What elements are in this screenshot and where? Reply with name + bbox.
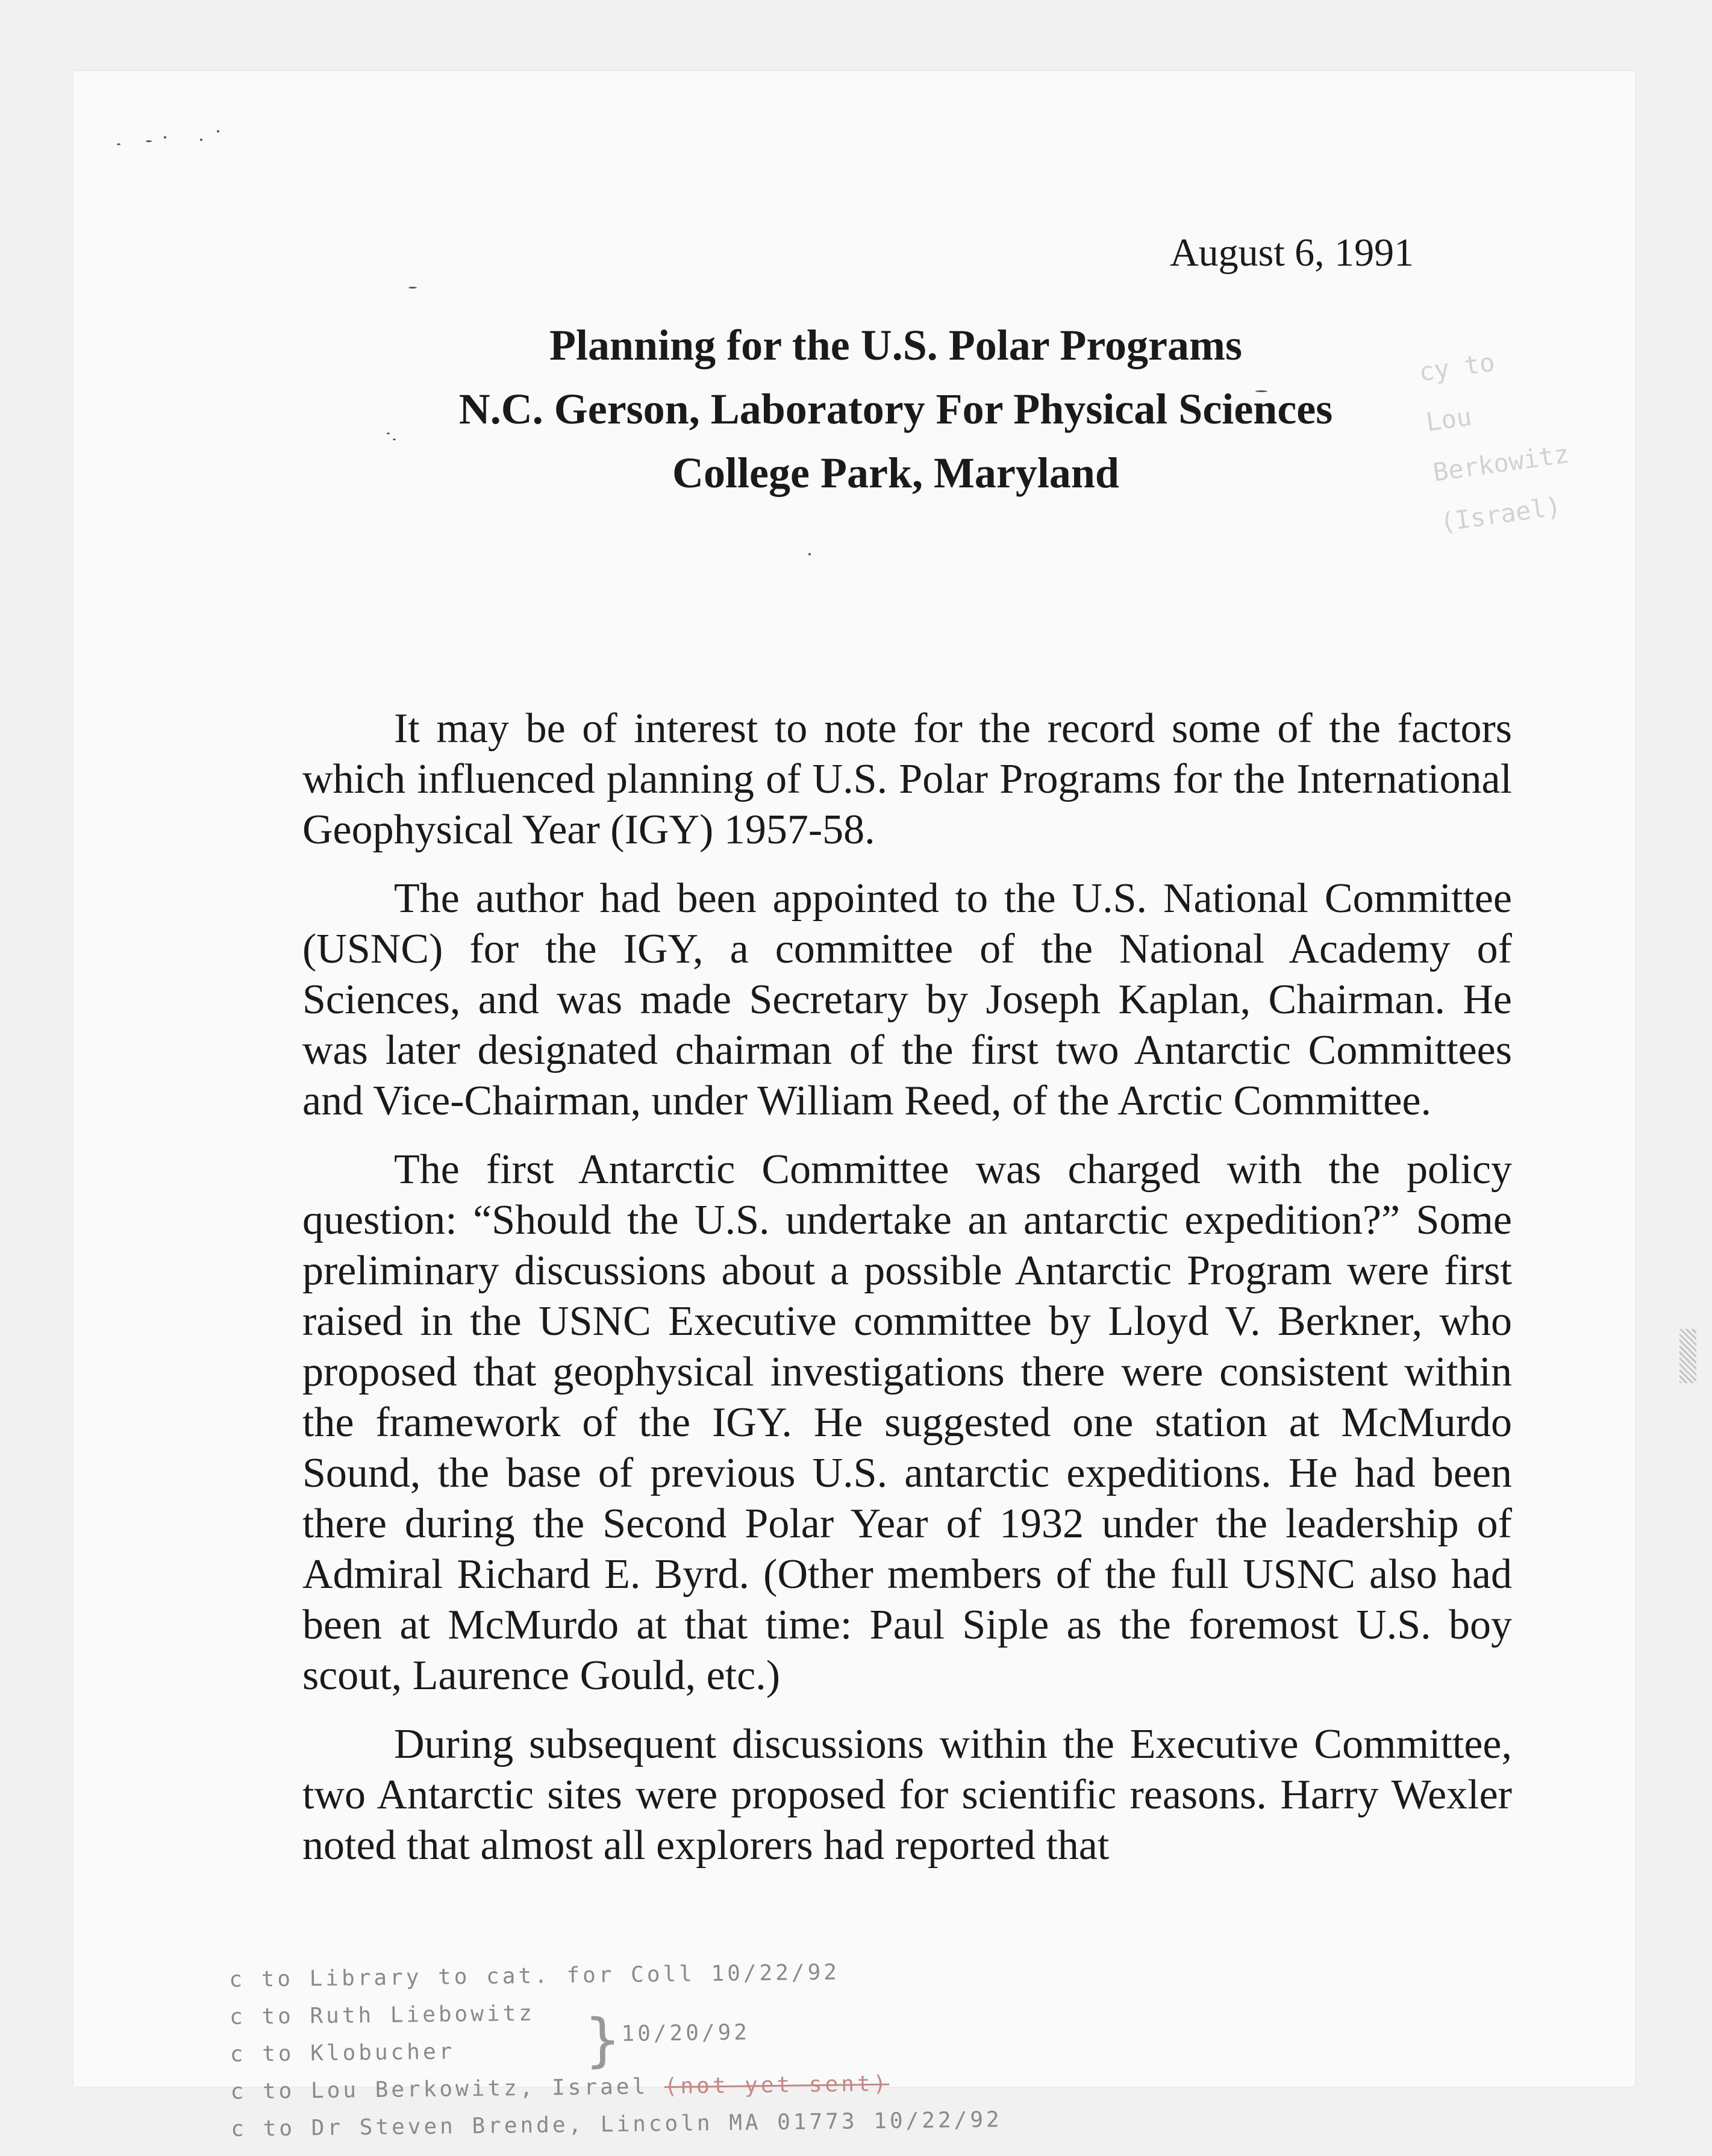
paragraph: The author had been appointed to the U.S. National Committee (USNC) for the IGY, a committee of the National Academy of Sciences, and was made Secretary by Joseph Kaplan, Chairman. He was later designated chairman of the first two Antarctic Committees and Vice-Chairman, under William Reed, of the Arctic Committee. [302,875,1512,1124]
speckle [393,439,396,440]
margin-note-line: Berkowitz [1431,439,1571,487]
brace-mark: } [584,2006,621,2074]
paragraph: It may be of interest to note for the record some of the factors which influenced planning of U.S. Polar Programs for the International Geophysical Year (IGY) 1957-58. [302,705,1512,853]
margin-note-line: Lou [1424,401,1473,437]
speckle [200,139,202,141]
speckle [117,143,120,145]
title-line: Planning for the U.S. Polar Programs [549,321,1242,369]
margin-pencil-note [1416,324,1611,548]
scan-artifact [1679,1329,1696,1383]
note-line: c to Ruth Liebowitz [229,2001,536,2029]
paragraph: During subsequent discussions within the Executive Committee, two Antarctic sites were proposed for scientific reasons. Harry Wexler noted that almost all explorers had reported that [302,1721,1512,1869]
struck-note: (not yet sent) [664,2071,890,2099]
bracket-date: 10/20/92 [621,2020,751,2047]
margin-note-line: cy to [1417,347,1497,387]
handwritten-distribution-notes [229,1948,1316,2148]
note-line: c to Library to cat. for Coll 10/22/92 [229,1960,840,1992]
speckle [808,553,811,555]
speckle [408,287,417,289]
note-line-text: c to Lou Berkowitz, Israel [230,2074,649,2104]
author-line: N.C. Gerson, Laboratory For Physical Sciences [458,385,1333,433]
note-line: c to Klobucher [230,2039,455,2067]
note-line: c to Dr Steven Brende, Lincoln MA 01773 10/22/92 [231,2107,1002,2142]
document-page [73,71,1635,2142]
letter-date: August 6, 1991 [1170,231,1414,275]
speckle [217,130,219,133]
margin-note-line: (Israel) [1438,491,1563,538]
paragraph: The first Antarctic Committee was charged with the policy question: “Should the U.S. undertake an antarctic expedition?” Some preliminary discussions about a possible Antarctic Program were first raised in the USNC Executive committee by Lloyd V. Berkner, who proposed that geophysical investigations there were consistent within the framework of the IGY. He suggested one station at McMurdo Sound, the base of previous U.S. antarctic expeditions. He had been there during the Second Polar Year of 1932 under the leadership of Admiral Richard E. Byrd. (Other members of the full USNC also had been at McMurdo at that time: Paul Siple as the foremost U.S. boy scout, Laurence Gould, etc.) [302,1146,1512,1699]
location-line: College Park, Maryland [672,449,1119,497]
speckle [164,136,166,139]
body-text [302,704,1512,1889]
speckle [146,140,152,142]
